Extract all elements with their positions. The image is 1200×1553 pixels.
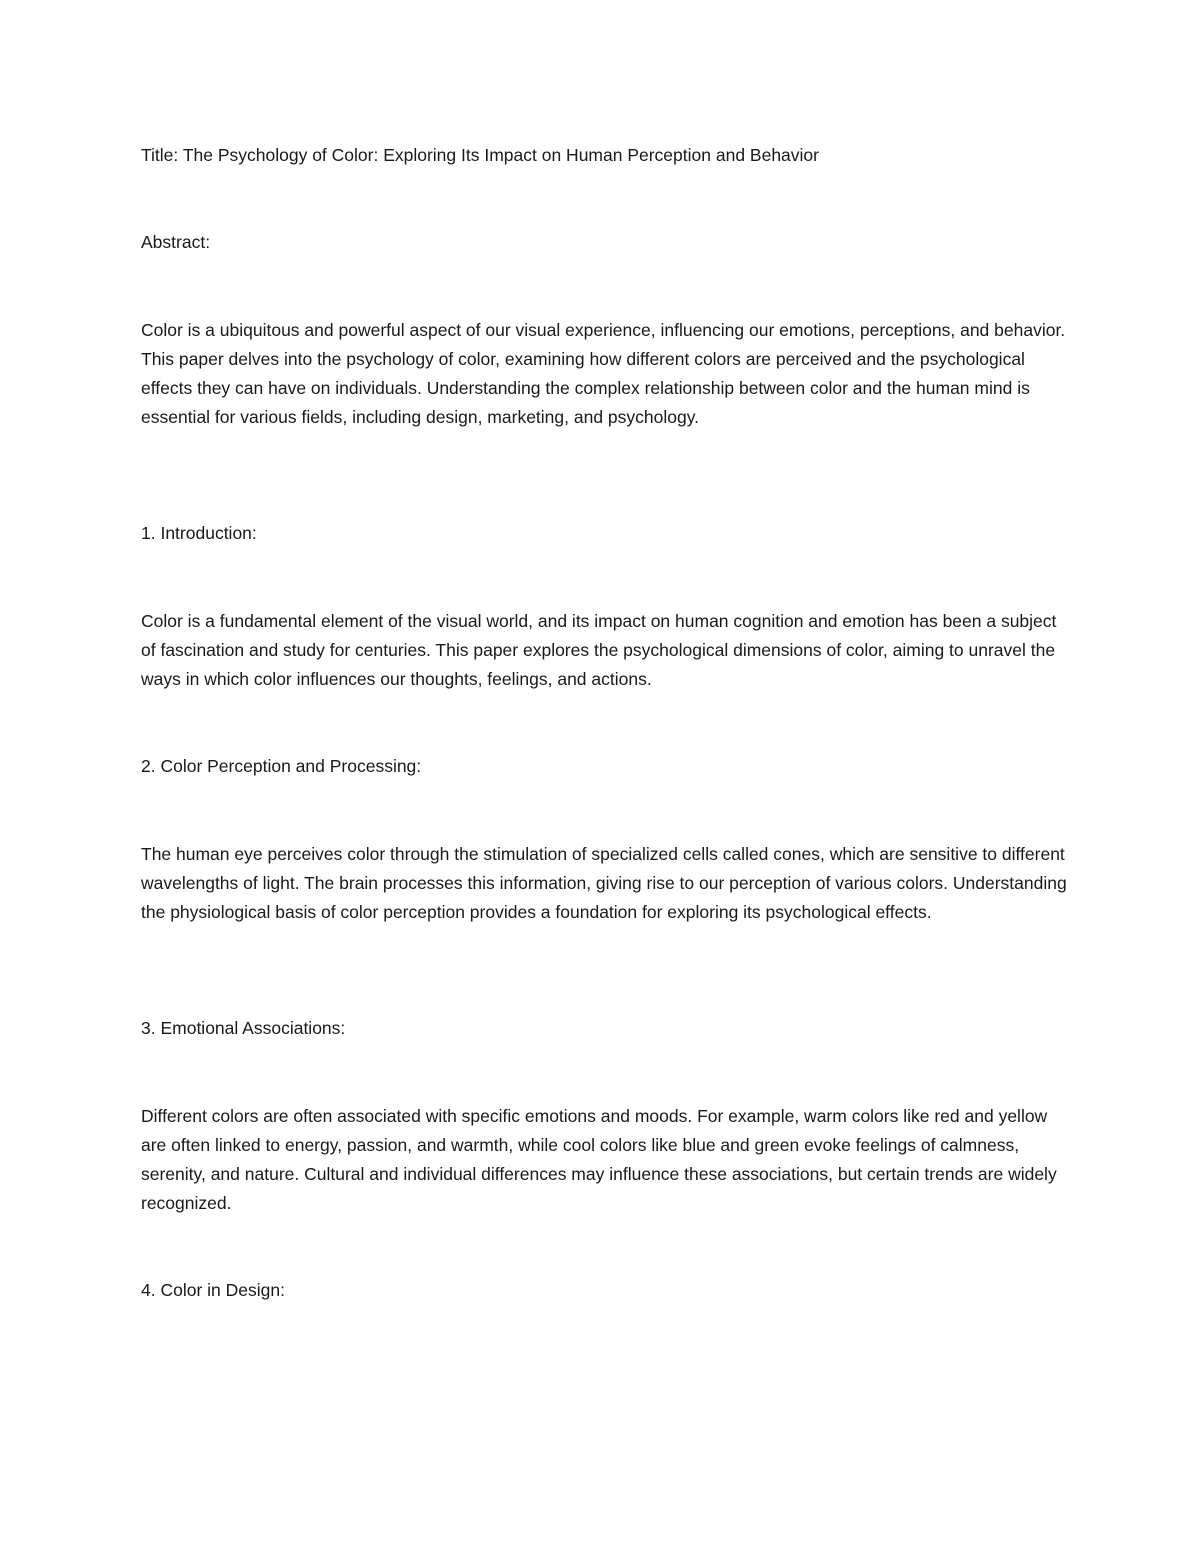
abstract-heading: Abstract: [141,232,211,252]
abstract-body: Color is a ubiquitous and powerful aspect of our visual experience, influencing our emotions, perceptions, and behavior. This paper delves into the psychology of color, examining how different colors are perceived and the psychological effects they can have on individuals. Understanding the complex relationship between color and the human mind is essential for various fields, including design, marketing, and psychology. [141,320,1066,427]
section-body-color-perception: The human eye perceives color through the stimulation of specialized cells called cones, which are sensitive to different wavelengths of light. The brain processes this information, giving rise to our perception of various colors. Understanding the physiological basis of color perception provides a foundation for exploring its psychological effects. [141,844,1067,922]
section-body-introduction: Color is a fundamental element of the visual world, and its impact on human cognition and emotion has been a subject of fascination and study for centuries. This paper explores the psychological dimensions of color, aiming to unravel the ways in which color influences our thoughts, feelings, and actions. [141,611,1057,689]
section-heading-introduction: 1. Introduction: [141,523,257,543]
section-heading-color-in-design: 4. Color in Design: [141,1280,285,1300]
section-heading-color-perception: 2. Color Perception and Processing: [141,756,422,776]
section-heading-emotional-associations: 3. Emotional Associations: [141,1018,346,1038]
section-body-emotional-associations: Different colors are often associated with specific emotions and moods. For example, warm colors like red and yellow are often linked to energy, passion, and warmth, while cool colors like blue and green evoke feelings of calmness, serenity, and nature. Cultural and individual differences may influence these associations, but certain trends are widely recognized. [141,1106,1057,1213]
document-title: Title: The Psychology of Color: Exploring Its Impact on Human Perception and Behavior [141,145,819,165]
